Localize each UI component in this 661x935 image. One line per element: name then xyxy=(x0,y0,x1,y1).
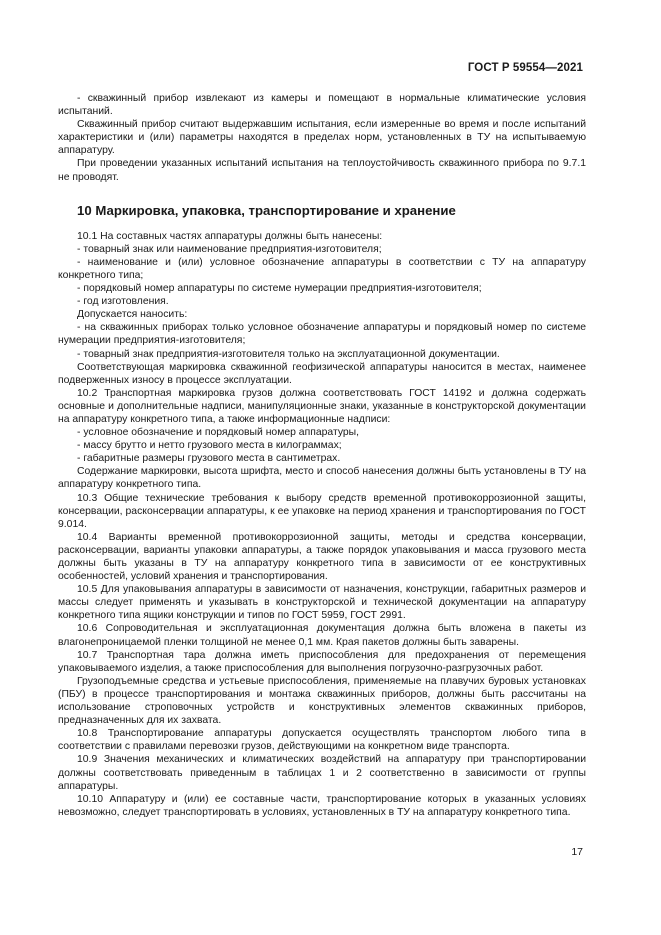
paragraph: 10.9 Значения механических и климатических воздействий на аппаратуру при транспортировании должны соответствовать приведенным в таблицах 1 и 2 соответственно в зависимости от группы аппаратуры. xyxy=(58,754,586,792)
paragraph: - скважинный прибор извлекают из камеры и помещают в нормальные климатические условия испытаний. xyxy=(58,93,586,118)
paragraph: Грузоподъемные средства и устьевые приспособления, применяемые на плавучих буровых установках (ПБУ) в процессе транспортирования и монтажа скважинных приборов, должны быть рассчитаны на использование строповочных устройств и конструктивных элементов скважинных приборов, предназначенных для их захвата. xyxy=(58,675,586,727)
paragraph: 10.8 Транспортирование аппаратуры допускается осуществлять транспортом любого типа в соответствии с правилами перевозки грузов, действующими на конкретном виде транспорта. xyxy=(58,728,586,753)
paragraph: 10.5 Для упаковывания аппаратуры в зависимости от назначения, конструкции, габаритных размеров и массы следует применять и указывать в конструкторской и технической документации на аппаратуру конкретного типа ящики конструкции и типов по ГОСТ 5959, ГОСТ 2991. xyxy=(58,584,586,622)
paragraph: 10.2 Транспортная маркировка грузов должна соответствовать ГОСТ 14192 и должна содержать основные и дополнительные надписи, манипуляционные знаки, указанные в конструкторской документации на аппаратуру конкретного типа, а также информационные надписи: xyxy=(58,387,586,425)
paragraph: 10.10 Аппаратуру и (или) ее составные части, транспортирование которых в указанных условиях невозможно, следует транспортировать в условиях, установленных в ТУ на аппаратуру конкретного типа. xyxy=(58,793,586,818)
list-item: - товарный знак предприятия-изготовителя только на эксплуатационной документации. xyxy=(77,348,500,360)
page-number: 17 xyxy=(571,846,583,858)
list-item: - порядковый номер аппаратуры по системе нумерации предприятия-изготовителя; xyxy=(77,283,482,295)
paragraph: 10.1 На составных частях аппаратуры должны быть нанесены: xyxy=(77,230,383,242)
paragraph: Скважинный прибор считают выдержавшим испытания, если измеренные во время и после испытаний характеристики и (или) параметры находятся в пределах норм, установленных в ТУ на испытываемую аппаратуру. xyxy=(58,119,586,157)
list-item: - год изготовления. xyxy=(77,296,169,308)
paragraph: 10.4 Варианты временной противокоррозионной защиты, методы и средства консервации, расконсервации, варианты упаковки аппаратуры, а также порядок упаковывания и масса грузового места должны быть указаны в ТУ на аппаратуру конкретного типа в зависимости от ее конструктивных особенностей, условий хранения и транспортирования. xyxy=(58,531,586,583)
paragraph: Содержание маркировки, высота шрифта, место и способ нанесения должны быть установлены в ТУ на аппаратуру конкретного типа. xyxy=(58,466,586,491)
paragraph: При проведении указанных испытаний испытания на теплоустойчивость скважинного прибора по 9.7.1 не проводят. xyxy=(58,158,586,183)
paragraph: Допускается наносить: xyxy=(77,309,188,321)
list-item: - массу брутто и нетто грузового места в килограммах; xyxy=(77,440,342,452)
page-content xyxy=(58,92,586,819)
list-item: - условное обозначение и порядковый номер аппаратуры, xyxy=(77,427,360,439)
section-heading: 10 Маркировка, упаковка, транспортирование и хранение xyxy=(77,202,456,218)
list-item: - на скважинных приборах только условное обозначение аппаратуры и порядковый номер по системе нумерации предприятия-изготовителя; xyxy=(58,322,586,347)
document-id: ГОСТ Р 59554—2021 xyxy=(467,62,583,74)
list-item: - наименование и (или) условное обозначение аппаратуры в соответствии с ТУ на аппаратуру конкретного типа; xyxy=(58,256,586,281)
paragraph: Соответствующая маркировка скважинной геофизической аппаратуры наносится в местах, наименее подверженных износу в процессе эксплуатации. xyxy=(58,361,586,386)
list-item: - габаритные размеры грузового места в сантиметрах. xyxy=(77,453,341,465)
paragraph: 10.7 Транспортная тара должна иметь приспособления для предохранения от перемещения упаковываемого изделия, а также приспособления для выполнения погрузочно-разгрузочных работ. xyxy=(58,649,586,674)
paragraph: 10.3 Общие технические требования к выбору средств временной противокоррозионной защиты, консервации, расконсервации аппаратуры, к ее упаковке на период хранения и транспортирования по ГОСТ 9.014. xyxy=(58,492,586,530)
list-item: - товарный знак или наименование предприятия-изготовителя; xyxy=(77,243,382,255)
paragraph: 10.6 Сопроводительная и эксплуатационная документация должна быть вложена в пакеты из влагонепроницаемой пленки толщиной не менее 0,1 мм. Края пакетов должны быть заварены. xyxy=(58,623,586,648)
